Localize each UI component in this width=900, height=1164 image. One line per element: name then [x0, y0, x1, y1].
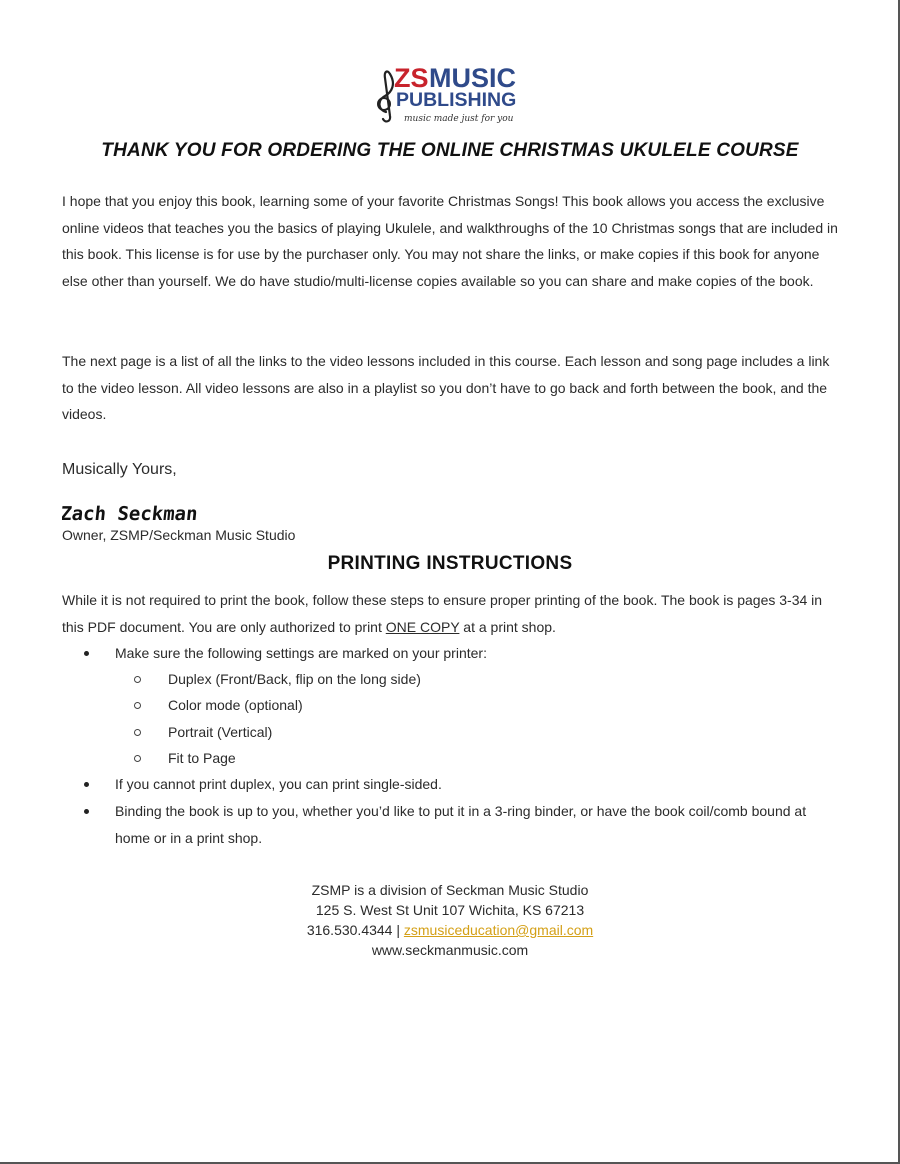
setting-duplex: Duplex (Front/Back, flip on the long side)	[168, 666, 421, 693]
footer-phone: 316.530.4344 |	[306, 922, 404, 938]
printing-heading: PRINTING INSTRUCTIONS	[327, 553, 573, 574]
printing-intro-end: at a print shop.	[459, 618, 556, 635]
page-title: THANK YOU FOR ORDERING THE ONLINE CHRISTMAS UKULELE COURSE	[101, 140, 799, 161]
intro-paragraph-2: The next page is a list of all the links to the video lessons included in this course. Each lesson and song page includes a link to the video lesson. All video lessons are also in a playlist so you don’t have to go back and forth between the book, and the videos.	[62, 353, 830, 422]
setting-portrait: Portrait (Vertical)	[168, 719, 272, 746]
footer-division: ZSMP is a division of Seckman Music Studio	[311, 882, 589, 898]
bullet-single-sided: If you cannot print duplex, you can print single-sided.	[115, 771, 835, 798]
footer	[0, 880, 900, 960]
logo-zs: ZS	[394, 63, 429, 93]
logo-publishing: PUBLISHING	[396, 89, 517, 111]
footer-contact	[0, 920, 900, 940]
setting-color-mode: Color mode (optional)	[168, 692, 303, 719]
printing-intro	[62, 587, 838, 640]
email-link[interactable]: zsmusiceducation@gmail.com	[403, 922, 594, 938]
closing-text: Musically Yours,	[62, 461, 177, 478]
treble-clef-icon	[378, 71, 393, 121]
bullet-printer-settings: Make sure the following settings are marked on your printer:	[115, 640, 835, 667]
one-copy-text: ONE COPY	[385, 618, 460, 635]
bullet-binding: Binding the book is up to you, whether you’d like to put it in a 3-ring binder, or have the book coil/comb bound at home or in a print shop.	[115, 798, 825, 851]
footer-address: 125 S. West St Unit 107 Wichita, KS 67213	[315, 902, 585, 918]
owner-title: Owner, ZSMP/Seckman Music Studio	[62, 527, 296, 543]
signature	[62, 498, 212, 528]
footer-website[interactable]: www.seckmanmusic.com	[371, 942, 529, 958]
printing-intro-text: While it is not required to print the book, follow these steps to ensure proper printing of the book. The book is pages 3-34 in this PDF document. You are only authorized to print	[62, 592, 823, 635]
zsmusic-publishing-logo	[374, 60, 529, 126]
setting-fit-to-page: Fit to Page	[168, 745, 236, 772]
signature-text: Zach Seckman	[62, 503, 199, 525]
logo-tagline: music made just for you	[404, 114, 514, 124]
intro-paragraph-1: I hope that you enjoy this book, learning some of your favorite Christmas Songs! This book allows you access the exclusive online videos that teaches you the basics of playing Ukulele, and walkthroughs of the 10 Christmas songs that are included in this book. This license is for use by the purchaser only. You may not share the links, or make copies if this book for anyone else other than yourself. We do have studio/multi-license copies available so you can share and make copies of the book.	[62, 193, 838, 289]
logo-music: MUSIC	[429, 63, 516, 93]
